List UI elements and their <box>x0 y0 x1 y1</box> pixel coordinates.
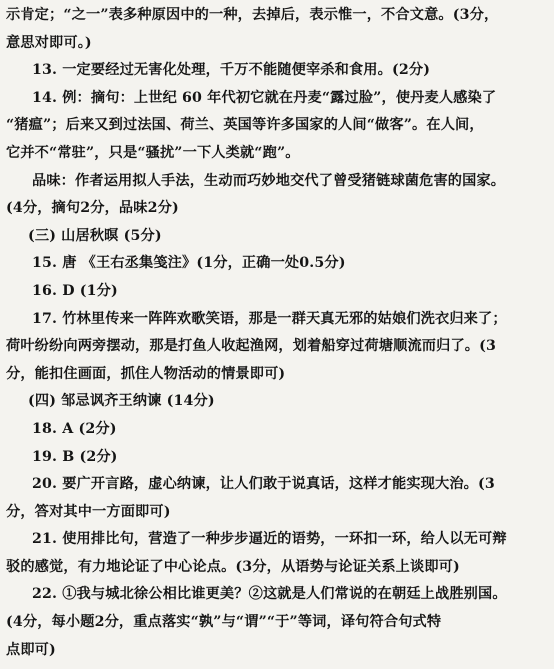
text-line: 分，能扣住画面，抓住人物活动的情景即可) <box>6 365 286 382</box>
text-line: 示肯定；“之一”表多种原因中的一种，去掉后，表示惟一，不合文意。(3分， <box>6 7 499 23</box>
text-line: 意思对即可。) <box>6 34 92 51</box>
answer-21: 21. 使用排比句，营造了一种步步逼近的语势，一环扣一环，给人以无可辩 <box>32 531 507 548</box>
answer-18: 18. A (2分) <box>32 420 117 437</box>
text-line: 点即可) <box>6 641 56 658</box>
answer-19: 19. B (2分) <box>32 448 118 465</box>
answer-16: 16. D (1分) <box>32 282 118 299</box>
answer-13: 13. 一定要经过无害化处理，千万不能随便宰杀和食用。(2分) <box>32 62 431 79</box>
text-line: 荷叶纷纷向两旁摆动，那是打鱼人收起渔网，划着船穿过荷塘顺流而归了。(3 <box>6 338 497 355</box>
answer-20: 20. 要广开言路，虚心纳谏，让人们敢于说真话，这样才能实现大治。(3 <box>32 476 495 493</box>
answer-22: 22. ①我与城北徐公相比谁更美？②这就是人们常说的在朝廷上战胜别国。 <box>32 586 507 603</box>
text-line: 驳的感觉，有力地论证了中心论点。(3分，从语势与论证关系上谈即可) <box>6 558 460 575</box>
text-line: 品味：作者运用拟人手法，生动而巧妙地交代了曾受猪链球菌危害的国家。 <box>32 172 506 189</box>
text-line: 分，答对其中一方面即可) <box>6 503 171 520</box>
answer-17: 17. 竹林里传来一阵阵欢歌笑语，那是一群天真无邪的姑娘们洗衣归来了； <box>32 310 507 327</box>
text-line: (4分，摘句2分，品味2分) <box>6 200 179 217</box>
text-line: (4分，每小题2分，重点落实“孰”与“谓”“于”等词，译句符合句式特 <box>6 614 442 631</box>
section-heading-3: (三) 山居秋暝 (5分) <box>28 227 162 244</box>
text-line: 它并不“常驻”，只是“骚扰”一下人类就“跑”。 <box>6 144 300 161</box>
answer-14: 14. 例：摘句：上世纪 60 年代初它就在丹麦“露过脸”，使丹麦人感染了 <box>32 89 497 106</box>
text-line: “猪瘟”；后来又到过法国、荷兰、英国等许多国家的人间“做客”。在人间， <box>6 117 484 134</box>
answer-15: 15. 唐 《王右丞集笺注》(1分，正确一处0.5分) <box>32 255 346 272</box>
section-heading-4: (四) 邹忌讽齐王纳谏 (14分) <box>28 393 215 410</box>
